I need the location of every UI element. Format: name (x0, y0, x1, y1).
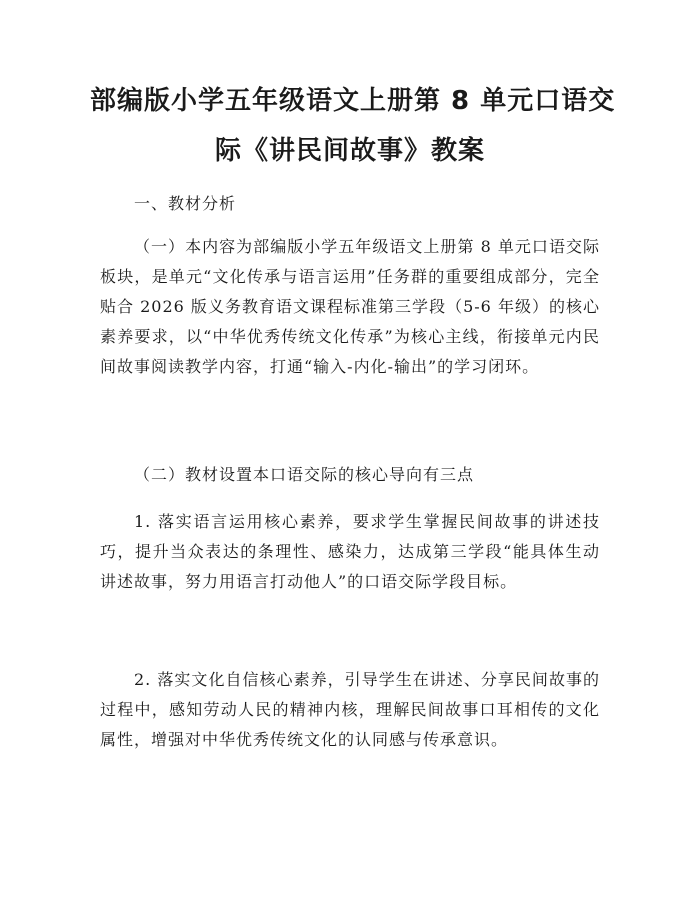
document-title-line-2: 际《讲民间故事》教案 (214, 136, 485, 166)
list-item-cultural-confidence: 2. 落实文化自信核心素养，引导学生在讲述、分享民间故事的过程中，感知劳动人民的精神内核，理解民间故事口耳相传的文化属性，增强对中华优秀传统文化的认同感与传承意识。 (100, 670, 600, 749)
section-heading-textbook-analysis: 一、教材分析 (134, 194, 237, 213)
list-item-language-use: 1. 落实语言运用核心素养，要求学生掌握民间故事的讲述技巧，提升当众表达的条理性、感染力，达成第三学段“能具体生动讲述故事，努力用语言打动他人”的口语交际学段目标。 (100, 512, 600, 591)
document-title-line-1: 部编版小学五年级语文上册第 8 单元口语交 (90, 86, 616, 116)
paragraph-content-overview: （一）本内容为部编版小学五年级语文上册第 8 单元口语交际板块，是单元“文化传承与语言运用”任务群的重要组成部分，完全贴合 2026 版义务教育语文课程标准第三学段（5-6 年级）的核心素养要求，以“中华优秀传统文化传承”为核心主线，衔接单元内民间故事阅读教学内容，打通“输入-内化-输出”的学习闭环。 (100, 237, 600, 376)
subheading-core-orientation: （二）教材设置本口语交际的核心导向有三点 (134, 465, 475, 484)
